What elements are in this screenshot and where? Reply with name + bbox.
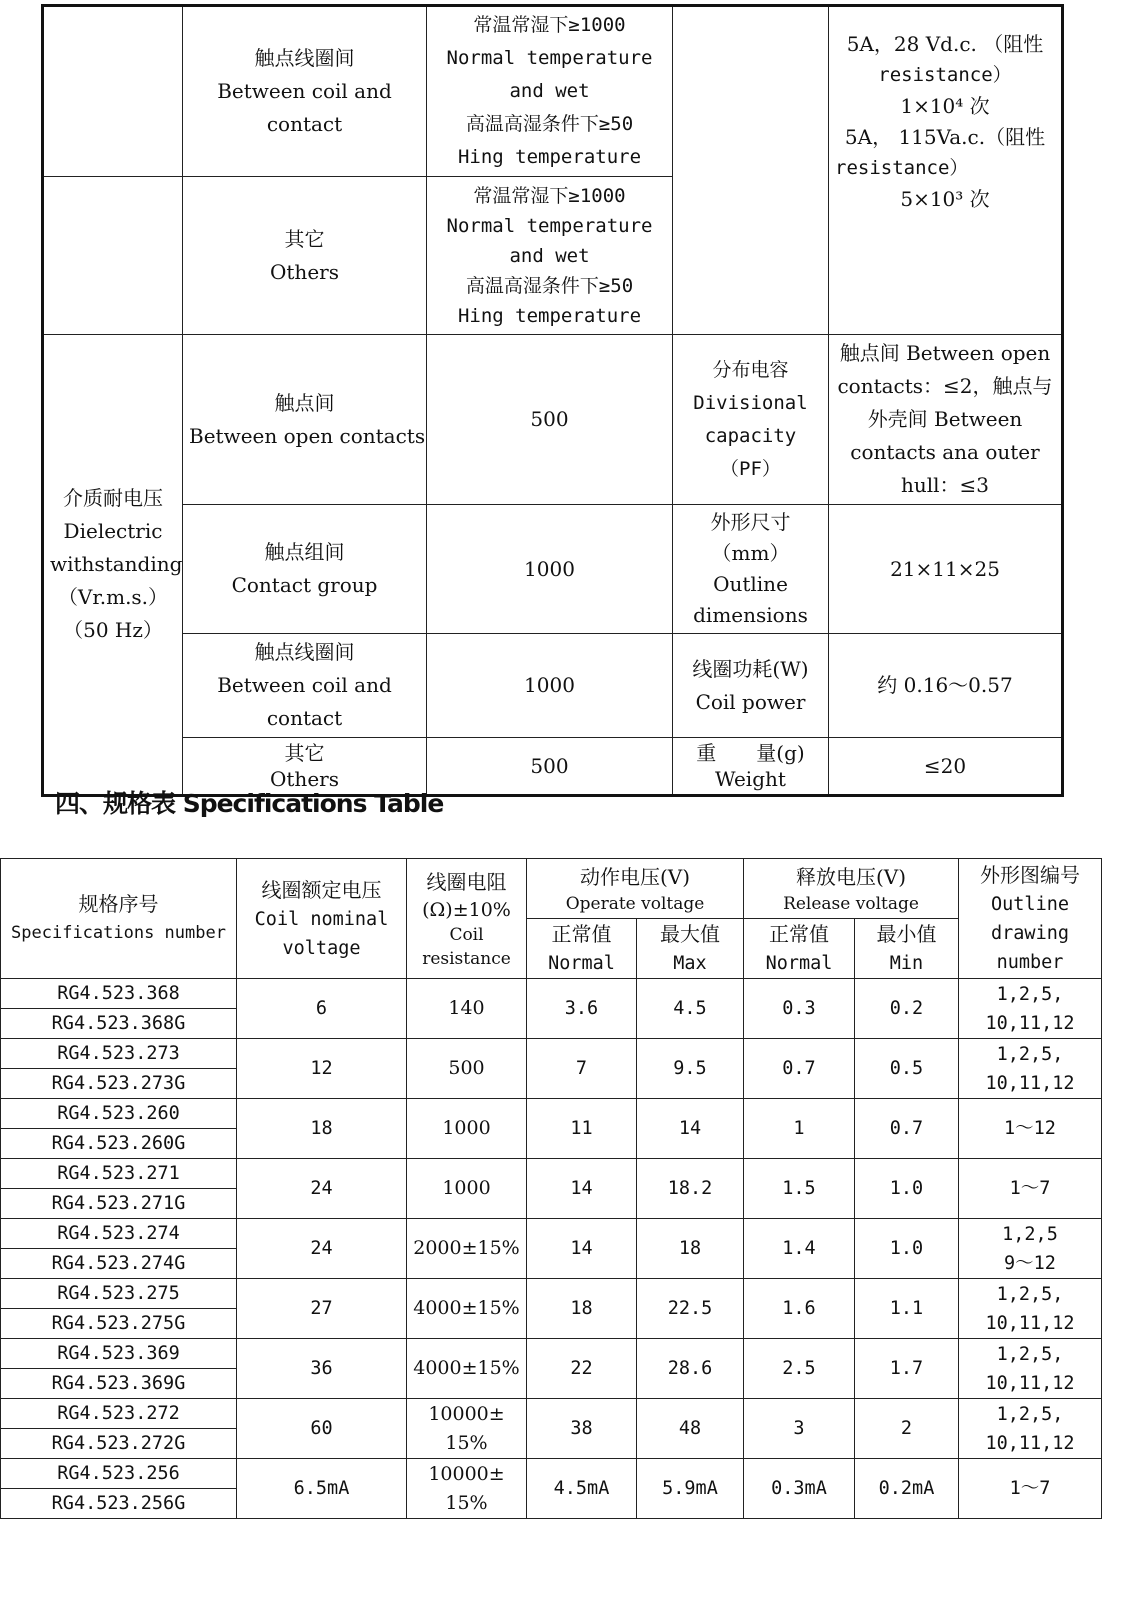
coil-resistance-cell: 1000 — [407, 1099, 527, 1159]
release-normal-cell: 3 — [744, 1399, 855, 1459]
empty-cell — [43, 6, 183, 177]
header-operate-normal: 正常值 Normal — [527, 919, 637, 979]
dielectric-label-contact-group: 触点组间 Contact group — [183, 505, 427, 634]
release-min-cell: 0.2mA — [855, 1459, 959, 1519]
coil-voltage-cell: 6.5mA — [237, 1459, 407, 1519]
coil-voltage-cell: 36 — [237, 1339, 407, 1399]
dielectric-value-open-contacts: 500 — [427, 335, 673, 505]
release-normal-cell: 0.3mA — [744, 1459, 855, 1519]
coil-resistance-cell: 10000± 15% — [407, 1459, 527, 1519]
release-min-cell: 1.1 — [855, 1279, 959, 1339]
coil-voltage-cell: 12 — [237, 1039, 407, 1099]
operate-max-cell: 18.2 — [637, 1159, 744, 1219]
spec-number-cell: RG4.523.260 — [1, 1099, 237, 1129]
spec-number-cell: RG4.523.274G — [1, 1249, 237, 1279]
insulation-dielectric-table — [41, 4, 1064, 797]
operate-normal-cell: 4.5mA — [527, 1459, 637, 1519]
operate-max-cell: 9.5 — [637, 1039, 744, 1099]
capacity-value: 触点间 Between open contacts：≤2，触点与 外壳间 Between contacts ana outer hull：≤3 — [829, 335, 1063, 505]
release-min-cell: 1.0 — [855, 1219, 959, 1279]
weight-label: 重 量(g) Weight — [673, 738, 829, 796]
table-row — [1, 1339, 1102, 1369]
coil-voltage-cell: 27 — [237, 1279, 407, 1339]
spec-number-cell: RG4.523.271 — [1, 1159, 237, 1189]
dielectric-label-others: 其它 Others — [183, 738, 427, 796]
coil-resistance-cell: 500 — [407, 1039, 527, 1099]
table-row — [1, 1219, 1102, 1249]
weight-value: ≤20 — [829, 738, 1063, 796]
header-outline-drawing: 外形图编号 Outline drawing number — [959, 859, 1102, 979]
operate-normal-cell: 38 — [527, 1399, 637, 1459]
electrical-life-value: 5A，28 Vd.c. （阻性 resistance） 1×10⁴ 次 5A， 115Va.c.（阻性 resistance） 5×10³ 次 — [829, 6, 1063, 335]
spec-number-cell: RG4.523.273 — [1, 1039, 237, 1069]
coil-power-value: 约 0.16～0.57 — [829, 634, 1063, 738]
table-row — [1, 979, 1102, 1009]
header-operate-max: 最大值 Max — [637, 919, 744, 979]
coil-voltage-cell: 24 — [237, 1219, 407, 1279]
release-min-cell: 2 — [855, 1399, 959, 1459]
coil-voltage-cell: 6 — [237, 979, 407, 1039]
specifications-table — [0, 858, 1102, 1519]
header-release-min: 最小值 Min — [855, 919, 959, 979]
header-release-voltage: 释放电压(V) Release voltage — [744, 859, 959, 919]
coil-resistance-cell: 4000±15% — [407, 1279, 527, 1339]
coil-voltage-cell: 18 — [237, 1099, 407, 1159]
empty-cell — [43, 177, 183, 335]
outline-drawing-cell: 1～7 — [959, 1459, 1102, 1519]
outline-drawing-cell: 1～12 — [959, 1099, 1102, 1159]
operate-max-cell: 22.5 — [637, 1279, 744, 1339]
release-normal-cell: 1 — [744, 1099, 855, 1159]
spec-number-cell: RG4.523.274 — [1, 1219, 237, 1249]
operate-max-cell: 4.5 — [637, 979, 744, 1039]
spec-number-cell: RG4.523.275 — [1, 1279, 237, 1309]
outline-drawing-cell: 1,2,5, 10,11,12 — [959, 1399, 1102, 1459]
specifications-body — [1, 979, 1102, 1519]
release-min-cell: 0.5 — [855, 1039, 959, 1099]
operate-max-cell: 14 — [637, 1099, 744, 1159]
spec-number-cell: RG4.523.368 — [1, 979, 237, 1009]
coil-power-label: 线圈功耗(W) Coil power — [673, 634, 829, 738]
outline-drawing-cell: 1,2,5, 10,11,12 — [959, 1279, 1102, 1339]
dielectric-label: 介质耐电压 Dielectric withstanding （Vr.m.s.） （50 Hz） — [43, 335, 183, 796]
spec-number-cell: RG4.523.273G — [1, 1069, 237, 1099]
empty-cell — [673, 6, 829, 335]
release-normal-cell: 0.3 — [744, 979, 855, 1039]
spec-number-cell: RG4.523.272 — [1, 1399, 237, 1429]
coil-voltage-cell: 60 — [237, 1399, 407, 1459]
spec-number-cell: RG4.523.368G — [1, 1009, 237, 1039]
table-row — [1, 1099, 1102, 1129]
outline-drawing-cell: 1～7 — [959, 1159, 1102, 1219]
insulation-label-coil-contact: 触点线圈间 Between coil and contact — [183, 6, 427, 177]
operate-max-cell: 28.6 — [637, 1339, 744, 1399]
header-spec-number: 规格序号 Specifications number — [1, 859, 237, 979]
coil-resistance-cell: 2000±15% — [407, 1219, 527, 1279]
release-min-cell: 0.2 — [855, 979, 959, 1039]
spec-number-cell: RG4.523.369G — [1, 1369, 237, 1399]
release-normal-cell: 1.5 — [744, 1159, 855, 1219]
operate-normal-cell: 14 — [527, 1159, 637, 1219]
table-row — [1, 1159, 1102, 1189]
release-normal-cell: 0.7 — [744, 1039, 855, 1099]
release-min-cell: 0.7 — [855, 1099, 959, 1159]
coil-resistance-cell: 10000± 15% — [407, 1399, 527, 1459]
coil-resistance-cell: 4000±15% — [407, 1339, 527, 1399]
coil-resistance-cell: 1000 — [407, 1159, 527, 1219]
table-row — [1, 1279, 1102, 1309]
outline-drawing-cell: 1,2,5 9～12 — [959, 1219, 1102, 1279]
outline-drawing-cell: 1,2,5, 10,11,12 — [959, 1339, 1102, 1399]
insulation-value-others: 常温常湿下≥1000 Normal temperature and wet 高温高湿条件下≥50 Hing temperature — [427, 177, 673, 335]
operate-normal-cell: 22 — [527, 1339, 637, 1399]
operate-max-cell: 5.9mA — [637, 1459, 744, 1519]
coil-voltage-cell: 24 — [237, 1159, 407, 1219]
table-row — [1, 1459, 1102, 1489]
header-coil-resistance: 线圈电阻 (Ω)±10% Coil resistance — [407, 859, 527, 979]
release-normal-cell: 2.5 — [744, 1339, 855, 1399]
spec-number-cell: RG4.523.256 — [1, 1459, 237, 1489]
release-min-cell: 1.7 — [855, 1339, 959, 1399]
outline-dimensions-label: 外形尺寸 （mm） Outline dimensions — [673, 505, 829, 634]
operate-normal-cell: 11 — [527, 1099, 637, 1159]
outline-drawing-cell: 1,2,5, 10,11,12 — [959, 1039, 1102, 1099]
table-row — [1, 1039, 1102, 1069]
header-release-normal: 正常值 Normal — [744, 919, 855, 979]
insulation-label-others: 其它 Others — [183, 177, 427, 335]
operate-max-cell: 48 — [637, 1399, 744, 1459]
header-operate-voltage: 动作电压(V) Operate voltage — [527, 859, 744, 919]
spec-number-cell: RG4.523.275G — [1, 1309, 237, 1339]
release-normal-cell: 1.6 — [744, 1279, 855, 1339]
dielectric-label-open-contacts: 触点间 Between open contacts — [183, 335, 427, 505]
spec-number-cell: RG4.523.260G — [1, 1129, 237, 1159]
spec-number-cell: RG4.523.272G — [1, 1429, 237, 1459]
operate-normal-cell: 3.6 — [527, 979, 637, 1039]
dielectric-label-coil-contact: 触点线圈间 Between coil and contact — [183, 634, 427, 738]
spec-number-cell: RG4.523.369 — [1, 1339, 237, 1369]
release-normal-cell: 1.4 — [744, 1219, 855, 1279]
operate-max-cell: 18 — [637, 1219, 744, 1279]
operate-normal-cell: 18 — [527, 1279, 637, 1339]
outline-drawing-cell: 1,2,5, 10,11,12 — [959, 979, 1102, 1039]
spec-number-cell: RG4.523.271G — [1, 1189, 237, 1219]
release-min-cell: 1.0 — [855, 1159, 959, 1219]
dielectric-value-coil-contact: 1000 — [427, 634, 673, 738]
capacity-label: 分布电容 Divisional capacity （PF） — [673, 335, 829, 505]
table-row — [1, 1399, 1102, 1429]
dielectric-value-contact-group: 1000 — [427, 505, 673, 634]
operate-normal-cell: 14 — [527, 1219, 637, 1279]
outline-dimensions-value: 21×11×25 — [829, 505, 1063, 634]
coil-resistance-cell: 140 — [407, 979, 527, 1039]
operate-normal-cell: 7 — [527, 1039, 637, 1099]
header-coil-voltage: 线圈额定电压 Coil nominal voltage — [237, 859, 407, 979]
section-heading: 四、规格表 Specifications Table — [55, 789, 444, 818]
spec-number-cell: RG4.523.256G — [1, 1489, 237, 1519]
insulation-value-coil-contact: 常温常湿下≥1000 Normal temperature and wet 高温高湿条件下≥50 Hing temperature — [427, 6, 673, 177]
dielectric-value-others: 500 — [427, 738, 673, 796]
